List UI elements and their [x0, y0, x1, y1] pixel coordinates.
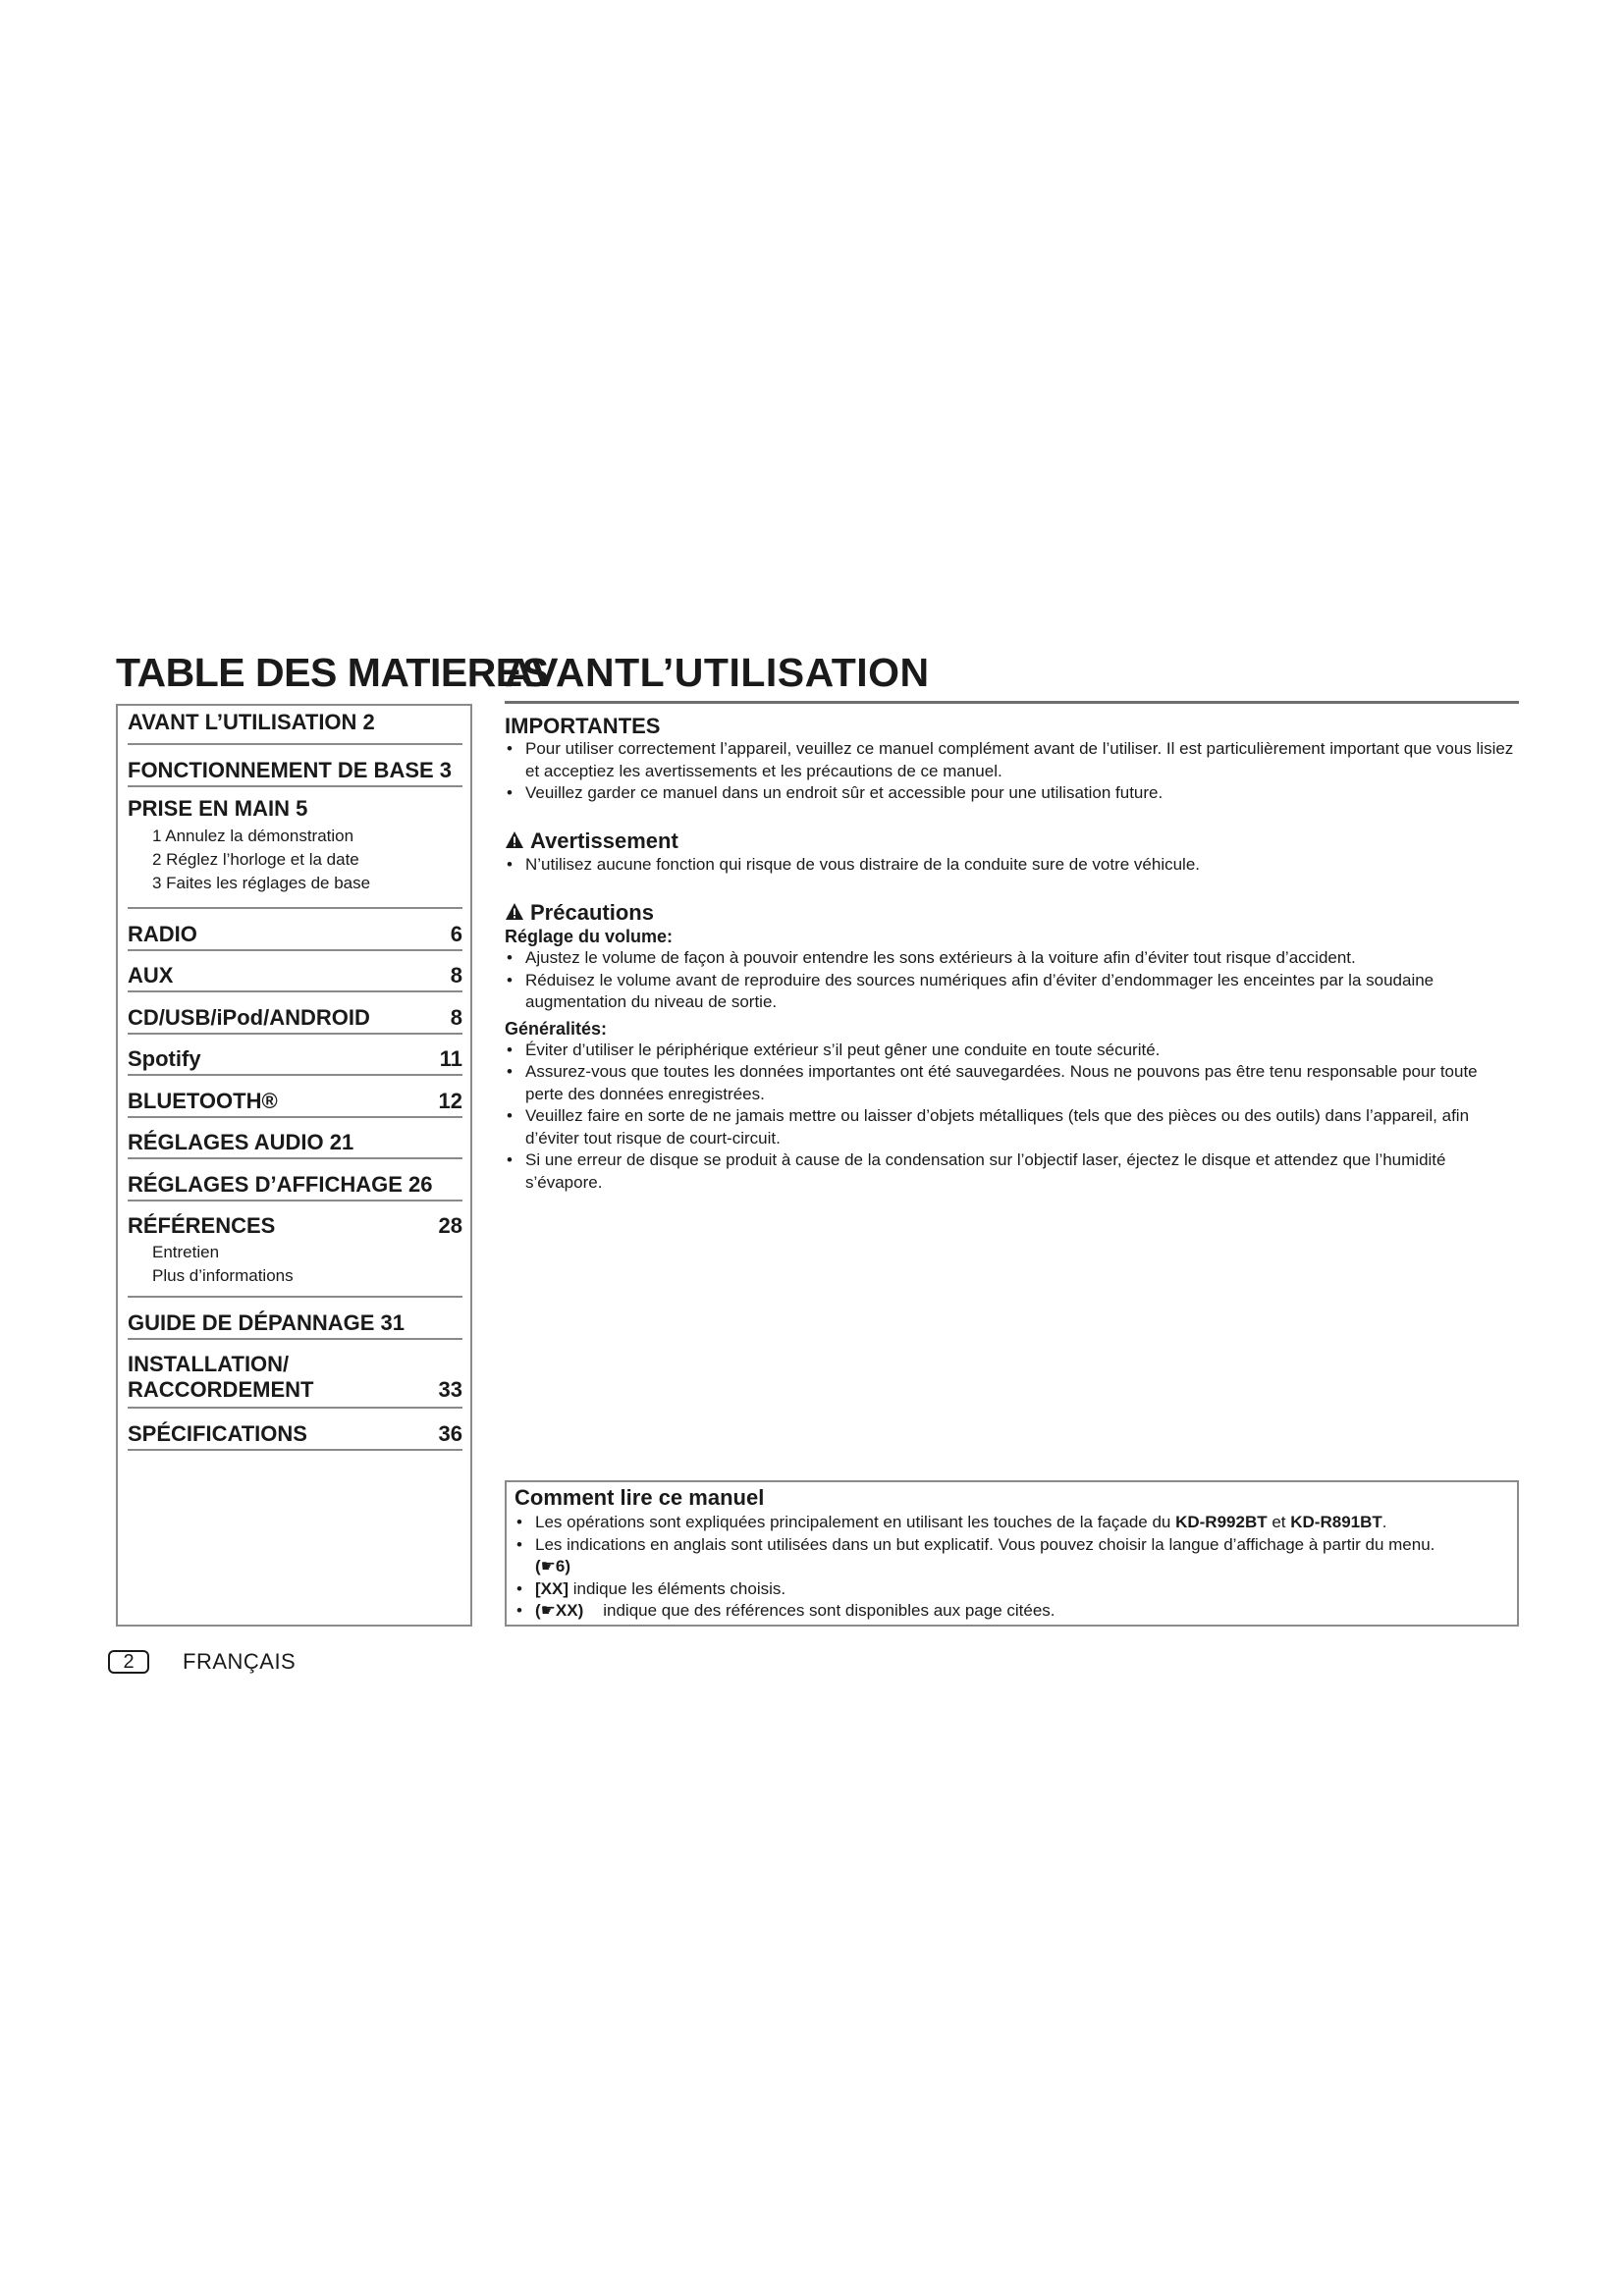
toc-entry-prise-en-main[interactable] — [128, 787, 462, 909]
howto-box — [505, 1480, 1519, 1627]
toc-entry-installation[interactable] — [128, 1340, 462, 1409]
list-item — [514, 1512, 1507, 1534]
toc-entry-label: AUX — [128, 963, 174, 988]
toc-entry-page: 8 — [450, 963, 462, 988]
list-item: • Veuillez faire en sorte de ne jamais mettre ou laisser d’objets métalliques (tels que des pièces ou des outils) dans l’appareil, afin d’éviter tout risque de court-circuit. — [505, 1105, 1519, 1149]
toc-entry-label: RÉGLAGES D’AFFICHAGE 26 — [128, 1172, 433, 1197]
importantes-heading: IMPORTANTES — [505, 714, 661, 738]
warning-icon — [505, 902, 524, 926]
toc-entry-page: 11 — [439, 1046, 462, 1071]
toc-entry-reglages-affichage[interactable] — [128, 1159, 462, 1201]
toc-entry-radio[interactable] — [128, 909, 462, 951]
list-item: • Si une erreur de disque se produit à cause de la condensation sur l’objectif laser, éjectez le disque et attendez que l’humidité s’évapore. — [505, 1149, 1519, 1194]
howto-text: et — [1267, 1513, 1291, 1531]
list-item — [514, 1578, 1507, 1601]
generalites-list — [505, 1040, 1519, 1195]
toc-entry-label: RÉGLAGES AUDIO 21 — [128, 1130, 354, 1154]
toc-entry-label: RADIO — [128, 922, 197, 946]
toc-entry-label-line2: RACCORDEMENT — [128, 1377, 314, 1402]
howto-text: indique les éléments choisis. — [568, 1578, 786, 1598]
toc-subitem[interactable]: Entretien — [152, 1243, 220, 1261]
howto-heading: Comment lire ce manuel — [514, 1485, 765, 1510]
howto-text: . — [1381, 1513, 1387, 1531]
token-xx: [XX] — [535, 1578, 568, 1598]
warning-icon — [505, 830, 524, 854]
toc-entry-spotify[interactable] — [128, 1035, 462, 1076]
toc-entry-label: FONCTIONNEMENT DE BASE 3 — [128, 758, 453, 782]
toc-entry-avant[interactable] — [128, 706, 462, 745]
toc-entry-label: AVANT L’UTILISATION 2 — [128, 710, 375, 734]
importantes-list — [505, 738, 1519, 805]
toc-entry-fonctionnement[interactable] — [128, 745, 462, 787]
toc-entry-page: 33 — [438, 1377, 462, 1402]
toc-entry-reglages-audio[interactable] — [128, 1118, 462, 1159]
toc-entry-page: 28 — [438, 1213, 462, 1238]
avertissement-heading-text: Avertissement — [530, 828, 678, 853]
list-item: • Réduisez le volume avant de reproduire des sources numériques afin d’éviter d’endommager les enceintes par la soudaine augmentation du niveau de sortie. — [505, 970, 1519, 1014]
toc-entry-label: GUIDE DE DÉPANNAGE 31 — [128, 1310, 405, 1335]
howto-text: indique que des références sont disponibles aux page citées. — [603, 1601, 1056, 1620]
page-title: AVANTL’UTILISATION — [505, 650, 930, 695]
toc-list — [128, 706, 462, 1451]
toc-entry-label: RÉFÉRENCES — [128, 1213, 276, 1238]
list-item: • Pour utiliser correctement l’appareil, veuillez ce manuel complément avant de l’utiliser. Il est particulièrement important que vous lisiez et acceptiez les avertissements et les précautions de ce manuel. — [505, 738, 1519, 782]
toc-subitem[interactable]: 3 Faites les réglages de base — [152, 874, 371, 892]
toc-entry-depannage[interactable] — [128, 1298, 462, 1340]
toc-panel — [116, 704, 472, 1627]
howto-text: Les opérations sont expliquées principalement en utilisant les touches de la façade du — [535, 1513, 1176, 1531]
page-language: FRANÇAIS — [183, 1649, 297, 1674]
toc-entry-specifications[interactable] — [128, 1409, 462, 1451]
list-item: • Ajustez le volume de façon à pouvoir entendre les sons extérieurs à la voiture afin d’éviter tout risque d’accident. — [505, 947, 1519, 970]
toc-entry-label: INSTALLATION/ — [128, 1352, 290, 1376]
toc-title: TABLE DES MATIERES — [116, 650, 549, 695]
avertissement-list — [505, 854, 1519, 877]
title-rule — [505, 701, 1519, 704]
toc-entry-label: BLUETOOTH® — [128, 1089, 278, 1113]
toc-entry-page: 12 — [438, 1089, 462, 1113]
toc-entry-page: 36 — [438, 1421, 462, 1446]
toc-entry-label: Spotify — [128, 1046, 201, 1071]
precautions-heading — [505, 901, 1519, 926]
toc-entry-aux[interactable] — [128, 951, 462, 992]
reference-icon: (☛6) — [535, 1557, 571, 1575]
volume-subheading: Réglage du volume: — [505, 927, 674, 946]
toc-subitem[interactable]: 2 Réglez l’horloge et la date — [152, 850, 359, 869]
toc-entry-bluetooth[interactable] — [128, 1076, 462, 1118]
toc-entry-label: CD/USB/iPod/ANDROID — [128, 1005, 370, 1030]
toc-entry-label: SPÉCIFICATIONS — [128, 1421, 307, 1446]
page-number: 2 — [108, 1650, 149, 1674]
reference-icon: (☛XX) — [535, 1601, 584, 1620]
model-name: KD-R992BT — [1175, 1513, 1268, 1531]
toc-entry-label: PRISE EN MAIN 5 — [128, 796, 308, 821]
list-item: • Veuillez garder ce manuel dans un endroit sûr et accessible pour une utilisation future. — [505, 782, 1519, 805]
model-name: KD-R891BT — [1290, 1513, 1382, 1531]
main-content — [505, 715, 1519, 1194]
toc-entry-references[interactable] — [128, 1201, 462, 1298]
volume-list — [505, 947, 1519, 1014]
generalites-subheading: Généralités: — [505, 1018, 608, 1039]
list-item: • N’utilisez aucune fonction qui risque de vous distraire de la conduite sure de votre véhicule. — [505, 854, 1519, 877]
howto-list — [514, 1512, 1507, 1623]
howto-text: Les indications en anglais sont utilisées dans un but explicatif. Vous pouvez choisir la langue d’affichage à partir du menu. — [535, 1534, 1435, 1554]
list-item — [514, 1534, 1507, 1578]
toc-entry-cd-usb[interactable] — [128, 992, 462, 1035]
toc-entry-page: 8 — [450, 1005, 462, 1030]
avertissement-heading — [505, 829, 1519, 854]
toc-subitem[interactable]: 1 Annulez la démonstration — [152, 827, 354, 845]
toc-subitem[interactable]: Plus d’informations — [152, 1266, 294, 1285]
list-item: • Éviter d’utiliser le périphérique extérieur s’il peut gêner une conduite en toute sécurité. — [505, 1040, 1519, 1062]
list-item: • Assurez-vous que toutes les données importantes ont été sauvegardées. Nous ne pouvons pas être tenu responsable pour toute perte des données enregistrées. — [505, 1061, 1519, 1105]
list-item — [514, 1600, 1507, 1623]
precautions-heading-text: Précautions — [530, 900, 654, 925]
toc-entry-page: 6 — [450, 922, 462, 946]
